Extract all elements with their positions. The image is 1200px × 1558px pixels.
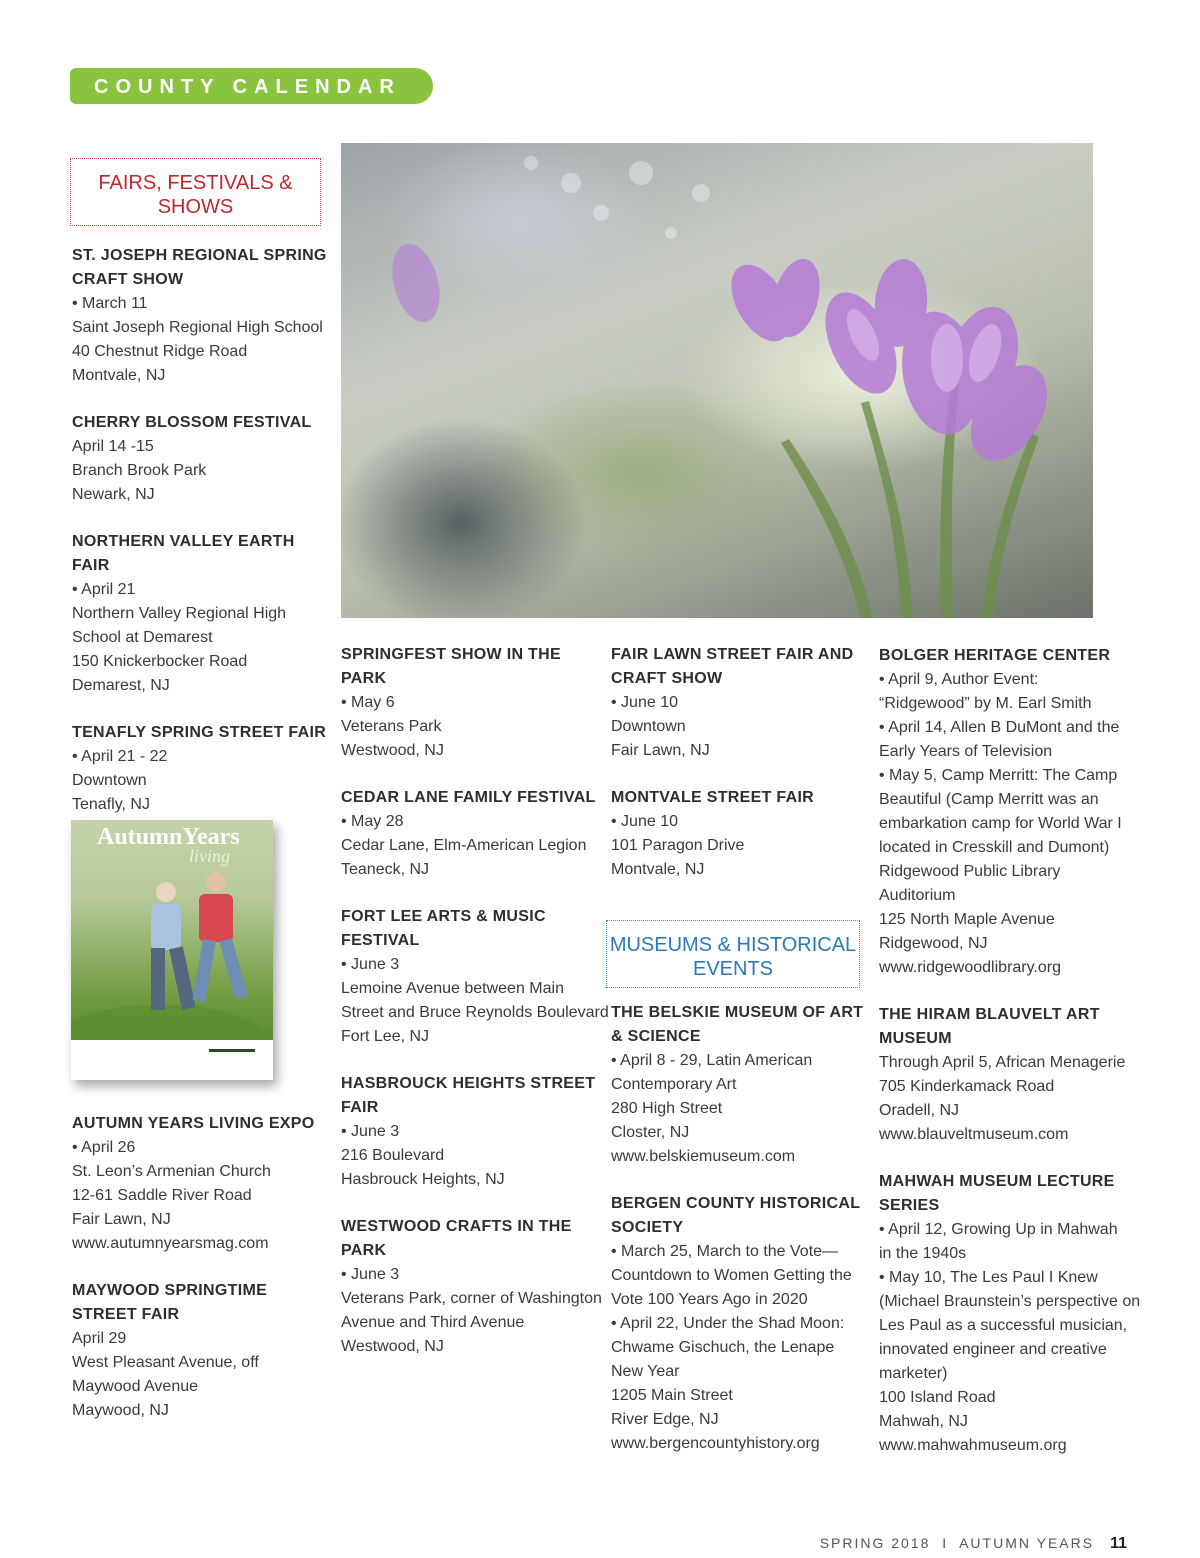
event-detail[interactable]: www.blauveltmuseum.com [879, 1126, 1069, 1143]
event-detail: embarkation camp for World War I [879, 815, 1122, 832]
event-detail: Cedar Lane, Elm-American Legion [341, 837, 587, 854]
column-3 [611, 643, 873, 905]
event-detail: Oradell, NJ [879, 1102, 960, 1119]
event-detail: Les Paul as a successful musician, [879, 1317, 1128, 1334]
event-title: FAIR LAWN STREET FAIR AND CRAFT SHOW [611, 646, 854, 687]
event-detail: 40 Chestnut Ridge Road [72, 343, 248, 360]
event-detail: Maywood, NJ [72, 1402, 169, 1419]
event-title: AUTUMN YEARS LIVING EXPO [72, 1115, 315, 1132]
event-listing [72, 244, 334, 388]
event-listing [72, 411, 334, 507]
event-detail: • March 11 [72, 295, 148, 312]
event-detail: • April 9, Author Event: [879, 671, 1039, 688]
event-detail: Fair Lawn, NJ [611, 742, 710, 759]
event-title: SPRINGFEST SHOW IN THE PARK [341, 646, 561, 687]
event-detail: 12-61 Saddle River Road [72, 1187, 252, 1204]
event-title: CHERRY BLOSSOM FESTIVAL [72, 414, 312, 431]
event-detail: Countdown to Women Getting the [611, 1267, 852, 1284]
event-detail: • March 25, March to the Vote— [611, 1243, 839, 1260]
magazine-sponsor-logo [209, 1049, 255, 1070]
event-detail: Veterans Park [341, 718, 442, 735]
event-detail: • May 6 [341, 694, 395, 711]
event-detail: Montvale, NJ [72, 367, 166, 384]
event-listing [879, 1003, 1141, 1147]
page-number: 11 [1110, 1535, 1127, 1552]
event-detail: • June 10 [611, 813, 678, 830]
event-detail: Avenue and Third Avenue [341, 1314, 525, 1331]
event-detail[interactable]: www.autumnyearsmag.com [72, 1235, 269, 1252]
event-detail: April 14 -15 [72, 438, 154, 455]
event-detail: in the 1940s [879, 1245, 967, 1262]
event-detail: Montvale, NJ [611, 861, 705, 878]
magazine-title: AutumnYears [97, 824, 240, 850]
event-detail: • June 3 [341, 1123, 400, 1140]
event-detail: Downtown [611, 718, 686, 735]
event-detail: School at Demarest [72, 629, 213, 646]
event-detail: • April 26 [72, 1139, 136, 1156]
event-detail: Northern Valley Regional High [72, 605, 287, 622]
event-title: NORTHERN VALLEY EARTH FAIR [72, 533, 295, 574]
event-detail: Maywood Avenue [72, 1378, 199, 1395]
event-detail: Saint Joseph Regional High School [72, 319, 323, 336]
event-listing [611, 786, 873, 882]
event-listing [72, 530, 334, 698]
event-detail: Fort Lee, NJ [341, 1028, 430, 1045]
event-title: MAYWOOD SPRINGTIME STREET FAIR [72, 1282, 268, 1323]
event-title: WESTWOOD CRAFTS IN THE PARK [341, 1218, 572, 1259]
event-listing [879, 644, 1141, 980]
event-detail: 1205 Main Street [611, 1387, 733, 1404]
event-detail: 101 Paragon Drive [611, 837, 745, 854]
event-title: HASBROUCK HEIGHTS STREET FAIR [341, 1075, 596, 1116]
event-listing [341, 1072, 603, 1192]
event-detail: Tenafly, NJ [72, 796, 150, 813]
event-detail: Contemporary Art [611, 1076, 737, 1093]
museums-section-heading [606, 920, 860, 988]
event-detail[interactable]: www.belskiemuseum.com [611, 1148, 796, 1165]
event-detail: Ridgewood, NJ [879, 935, 988, 952]
event-detail: 216 Boulevard [341, 1147, 445, 1164]
event-detail: • May 10, The Les Paul I Knew [879, 1269, 1098, 1286]
fairs-section-heading [70, 158, 321, 226]
column-1 [72, 244, 334, 840]
event-detail: St. Leon’s Armenian Church [72, 1163, 271, 1180]
event-title: MONTVALE STREET FAIR [611, 789, 815, 806]
event-listing [611, 1001, 873, 1169]
event-detail: • April 21 - 22 [72, 748, 168, 765]
event-detail[interactable]: www.ridgewoodlibrary.org [879, 959, 1061, 976]
event-detail: Early Years of Television [879, 743, 1053, 760]
event-detail: 705 Kinderkamack Road [879, 1078, 1055, 1095]
event-title: THE BELSKIE MUSEUM OF ART & SCIENCE [611, 1004, 864, 1045]
event-detail: Teaneck, NJ [341, 861, 430, 878]
event-detail: • June 3 [341, 1266, 400, 1283]
event-listing [611, 1192, 873, 1456]
column-3-lower [611, 1001, 873, 1479]
event-detail: Westwood, NJ [341, 1338, 444, 1355]
banner-title: COUNTY CALENDAR [94, 76, 401, 98]
event-detail[interactable]: www.bergencountyhistory.org [611, 1435, 820, 1452]
event-detail: • June 10 [611, 694, 678, 711]
event-detail: Veterans Park, corner of Washington [341, 1290, 602, 1307]
event-detail: Ridgewood Public Library [879, 863, 1061, 880]
column-1-lower [72, 1112, 334, 1446]
event-detail: Chwame Gischuch, the Lenape [611, 1339, 835, 1356]
event-detail: Beautiful (Camp Merritt was an [879, 791, 1099, 808]
event-title: TENAFLY SPRING STREET FAIR [72, 724, 327, 741]
event-detail: River Edge, NJ [611, 1411, 719, 1428]
magazine-cover-image [71, 820, 273, 1080]
event-listing [341, 643, 603, 763]
event-detail: Westwood, NJ [341, 742, 444, 759]
event-detail: Hasbrouck Heights, NJ [341, 1171, 505, 1188]
county-calendar-banner [70, 68, 433, 104]
event-title: BERGEN COUNTY HISTORICAL SOCIETY [611, 1195, 861, 1236]
footer-issue: SPRING 2018 I AUTUMN YEARS [819, 1535, 1095, 1551]
event-detail: Mahwah, NJ [879, 1413, 968, 1430]
event-listing [341, 1215, 603, 1359]
museums-section-title: MUSEUMS & HISTORICAL EVENTS [609, 934, 857, 980]
event-detail: 150 Knickerbocker Road [72, 653, 248, 670]
event-listing [611, 643, 873, 763]
event-detail: Downtown [72, 772, 147, 789]
event-detail: • April 21 [72, 581, 136, 598]
event-detail: • April 8 - 29, Latin American [611, 1052, 813, 1069]
page-footer [820, 1535, 1127, 1553]
event-listing [879, 1170, 1141, 1458]
event-title: BOLGER HERITAGE CENTER [879, 647, 1111, 664]
event-detail: Fair Lawn, NJ [72, 1211, 171, 1228]
event-detail: Vote 100 Years Ago in 2020 [611, 1291, 808, 1308]
event-title: MAHWAH MUSEUM LECTURE SERIES [879, 1173, 1115, 1214]
fairs-section-title: FAIRS, FESTIVALS & SHOWS [98, 172, 293, 218]
crocus-illustration [341, 143, 1093, 618]
event-detail: • April 22, Under the Shad Moon: [611, 1315, 845, 1332]
event-detail: April 29 [72, 1330, 127, 1347]
event-listing [72, 1279, 334, 1423]
event-title: CEDAR LANE FAMILY FESTIVAL [341, 789, 596, 806]
event-listing [72, 721, 334, 817]
event-detail: West Pleasant Avenue, off [72, 1354, 259, 1371]
event-listing [341, 905, 609, 1049]
event-detail: 125 North Maple Avenue [879, 911, 1055, 928]
event-detail: Street and Bruce Reynolds Boulevard [341, 1004, 609, 1021]
event-detail: Through April 5, African Menagerie [879, 1054, 1126, 1071]
event-detail: located in Cresskill and Dumont) [879, 839, 1110, 856]
event-detail: marketer) [879, 1365, 948, 1382]
event-title: THE HIRAM BLAUVELT ART MUSEUM [879, 1006, 1100, 1047]
event-detail: Branch Brook Park [72, 462, 207, 479]
column-2 [341, 643, 609, 1382]
event-detail: Demarest, NJ [72, 677, 170, 694]
event-detail: • April 12, Growing Up in Mahwah [879, 1221, 1118, 1238]
event-detail: • June 3 [341, 956, 400, 973]
event-detail: “Ridgewood” by M. Earl Smith [879, 695, 1092, 712]
event-title: FORT LEE ARTS & MUSIC FESTIVAL [341, 908, 546, 949]
event-listing [72, 1112, 334, 1256]
event-detail: • April 14, Allen B DuMont and the [879, 719, 1120, 736]
event-detail: Lemoine Avenue between Main [341, 980, 564, 997]
event-detail[interactable]: www.mahwahmuseum.org [879, 1437, 1067, 1454]
event-detail: Newark, NJ [72, 486, 155, 503]
event-detail: 100 Island Road [879, 1389, 996, 1406]
crocus-flowers-photo [341, 143, 1093, 618]
event-detail: Closter, NJ [611, 1124, 690, 1141]
event-listing [341, 786, 603, 882]
event-detail: innovated engineer and creative [879, 1341, 1107, 1358]
event-detail: Auditorium [879, 887, 956, 904]
event-detail: New Year [611, 1363, 680, 1380]
event-title: ST. JOSEPH REGIONAL SPRING CRAFT SHOW [72, 247, 327, 288]
event-detail: • May 5, Camp Merritt: The Camp [879, 767, 1118, 784]
event-detail: (Michael Braunstein’s perspective on [879, 1293, 1141, 1310]
magazine-subtitle: living [189, 846, 230, 866]
column-4 [879, 644, 1141, 1481]
event-detail: • May 28 [341, 813, 404, 830]
event-detail: 280 High Street [611, 1100, 723, 1117]
